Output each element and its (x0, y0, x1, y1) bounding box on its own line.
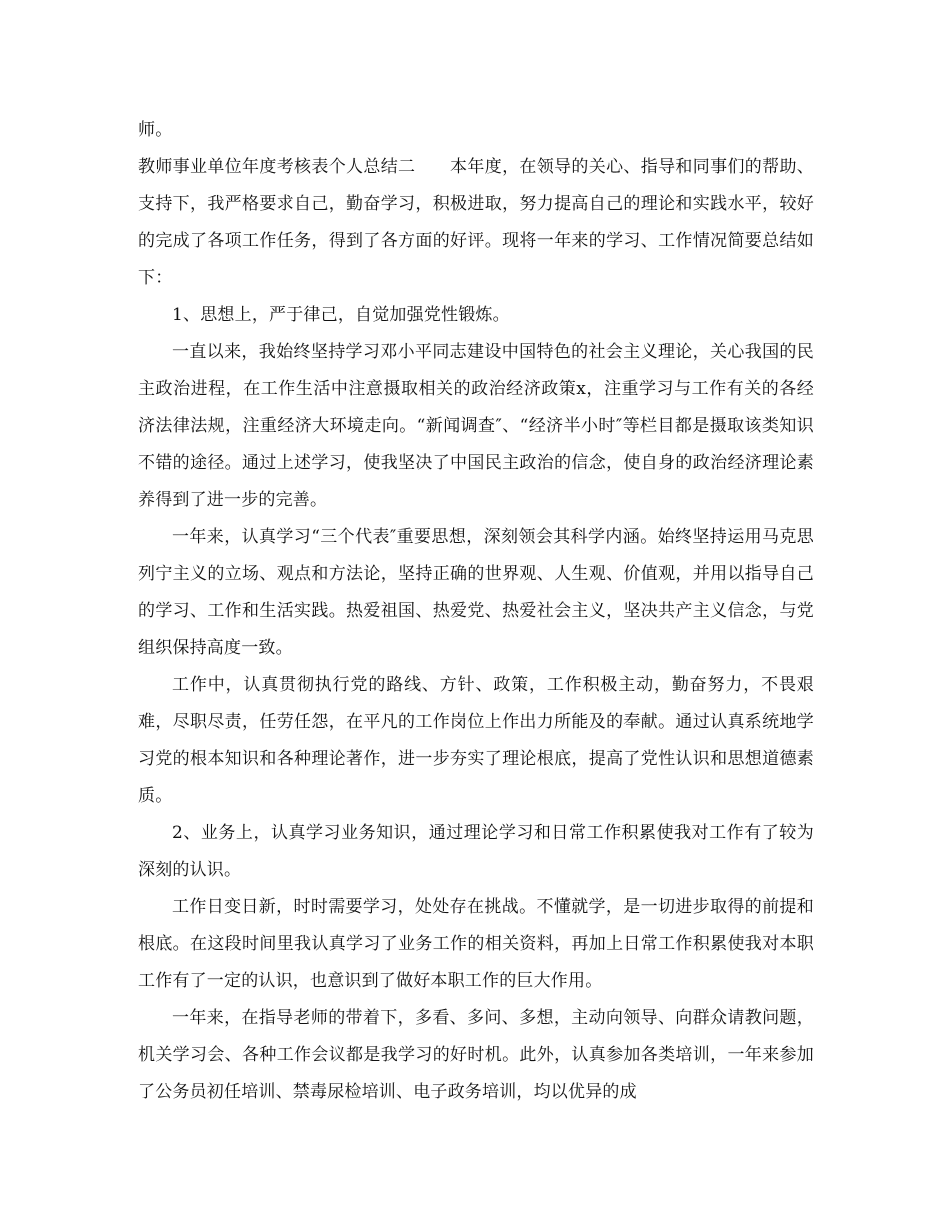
paragraph-summary-intro: 教师事业单位年度考核表个人总结二 本年度，在领导的关心、指导和同事们的帮助、支持下，我严格要求自己，勤奋学习，积极进取，努力提高自己的理论和实践水平，较好的完成了各项工作任务，得到了各方面的好评。现将一年来的学习、工作情况简要总结如下： (138, 157, 814, 288)
section-heading-business: 2、业务上，认真学习业务知识，通过理论学习和日常工作积累使我对工作有了较为深刻的认识。 (138, 823, 814, 880)
paragraph-three-represents: 一年来，认真学习“三个代表″重要思想，深刻领会其科学内涵。始终坚持运用马克思列宁主义的立场、观点和方法论，坚持正确的世界观、人生观、价值观，并用以指导自己的学习、工作和生活实践。热爱祖国、热爱党、热爱社会主义，坚决共产主义信念，与党组织保持高度一致。 (138, 527, 814, 658)
paragraph-continuation: 师。 (138, 120, 173, 140)
paragraph-business-learning: 工作日变日新，时时需要学习，处处存在挑战。不懂就学，是一切进步取得的前提和根底。在这段时间里我认真学习了业务工作的相关资料，再加上日常工作积累使我对本职工作有了一定的认识，也意识到了做好本职工作的巨大作用。 (138, 897, 814, 991)
paragraph-work-attitude: 工作中，认真贯彻执行党的路线、方针、政策，工作积极主动，勤奋努力，不畏艰难，尽职尽责，任劳任怨，在平凡的工作岗位上作出力所能及的奉献。通过认真系统地学习党的根本知识和各种理论著作，进一步夯实了理论根底，提高了党性认识和思想道德素质。 (138, 675, 814, 806)
paragraph-theory-study: 一直以来，我始终坚持学习邓小平同志建设中国特色的社会主义理论，关心我国的民主政治进程，在工作生活中注意摄取相关的政治经济政策x，注重学习与工作有关的各经济法律法规，注重经济大环境走向。“新闻调查″、“经济半小时″等栏目都是摄取该类知识不错的途径。通过上述学习，使我坚决了中国民主政治的信念，使自身的政治经济理论素养得到了进一步的完善。 (138, 342, 814, 510)
section-heading-ideology: 1、思想上，严于律己，自觉加强党性锻炼。 (172, 305, 510, 325)
document-body (138, 112, 814, 1111)
paragraph-training: 一年来，在指导老师的带着下，多看、多问、多想，主动向领导、向群众请教问题，机关学习会、各种工作会议都是我学习的好时机。此外，认真参加各类培训，一年来参加了公务员初任培训、禁毒尿检培训、电子政务培训，均以优异的成 (138, 1008, 814, 1102)
